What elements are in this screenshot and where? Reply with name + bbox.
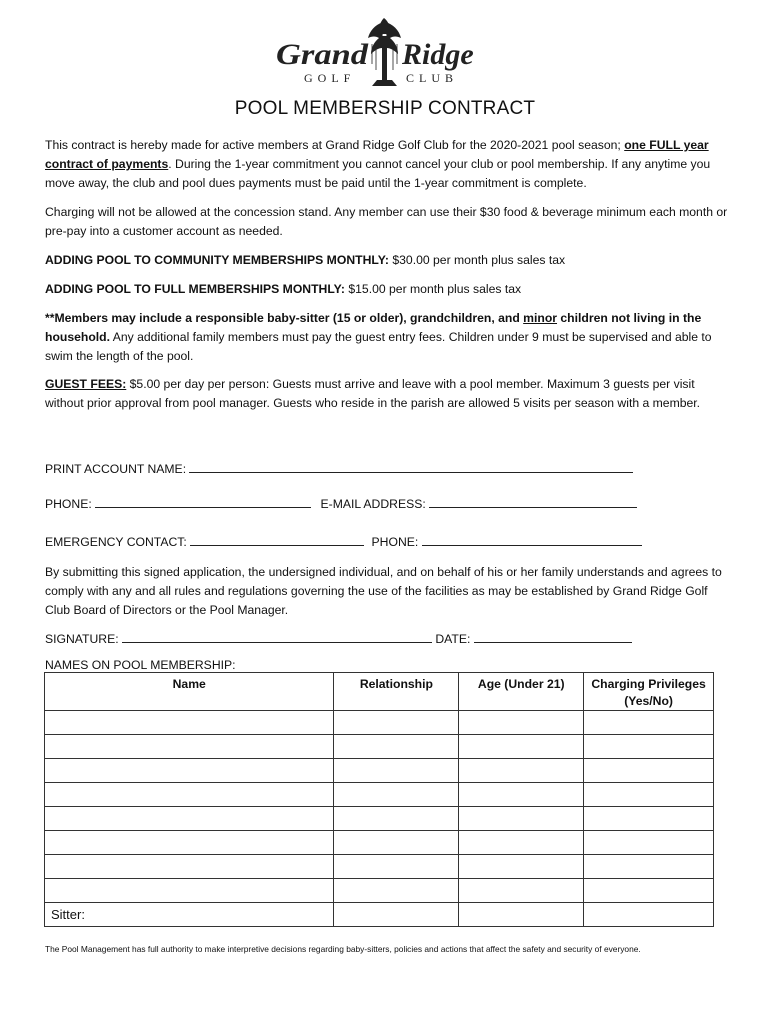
relationship-cell[interactable] <box>334 711 459 735</box>
members-note: **Members may include a responsible baby-sitter (15 or older), grandchildren, and minor children not living in the household. Any additional family members must pay the guest entry fees. Children under 9 must be supervised and able to swim the length of the pool. <box>45 311 712 363</box>
logo-golf: GOLF <box>304 71 356 85</box>
table-row <box>45 783 714 807</box>
relationship-cell[interactable] <box>334 735 459 759</box>
emergency-phone-input[interactable] <box>422 533 642 546</box>
charging-cell[interactable] <box>584 783 714 807</box>
age-cell[interactable] <box>459 903 584 927</box>
table-caption: NAMES ON POOL MEMBERSHIP: <box>45 658 236 672</box>
account-name-input[interactable] <box>189 460 633 473</box>
name-cell[interactable] <box>45 711 334 735</box>
intro-emphasis: one FULL year contract of payments <box>45 138 709 171</box>
name-cell[interactable] <box>45 759 334 783</box>
account-name-row: PRINT ACCOUNT NAME: <box>45 460 735 478</box>
name-cell[interactable] <box>45 855 334 879</box>
charging-cell[interactable] <box>584 711 714 735</box>
sitter-row <box>45 903 714 927</box>
name-cell[interactable] <box>45 807 334 831</box>
signature-input[interactable] <box>122 630 432 643</box>
phone-input[interactable] <box>95 495 311 508</box>
membership-table <box>44 672 714 927</box>
name-cell[interactable] <box>45 879 334 903</box>
charging-cell[interactable] <box>584 879 714 903</box>
phone-email-row: PHONE: E-MAIL ADDRESS: <box>45 495 735 513</box>
page-title: POOL MEMBERSHIP CONTRACT <box>234 98 536 119</box>
header-charging: Charging Privileges (Yes/No) <box>584 673 714 711</box>
charging-cell[interactable] <box>584 855 714 879</box>
signature-row: SIGNATURE: DATE: <box>45 630 735 648</box>
charging-cell[interactable] <box>584 831 714 855</box>
name-cell[interactable] <box>45 783 334 807</box>
guest-fees: GUEST FEES: $5.00 per day per person: Guests must arrive and leave with a pool member. Maximum 3 guests per visit without prior approval from pool manager. Guests who reside in the parish are allowed 5 visits per season with a member. <box>45 377 701 410</box>
charging-cell[interactable] <box>584 735 714 759</box>
table-row <box>45 855 714 879</box>
email-input[interactable] <box>429 495 637 508</box>
relationship-cell[interactable] <box>334 855 459 879</box>
emergency-row: EMERGENCY CONTACT: PHONE: <box>45 533 735 551</box>
table-row <box>45 735 714 759</box>
table-row <box>45 807 714 831</box>
community-rate: ADDING POOL TO COMMUNITY MEMBERSHIPS MONTHLY: $30.00 per month plus sales tax <box>45 253 566 267</box>
relationship-cell[interactable] <box>334 759 459 783</box>
logo-line1: Grand <box>276 38 370 71</box>
name-cell[interactable] <box>45 831 334 855</box>
logo-line1b: Ridge <box>402 38 474 71</box>
age-cell[interactable] <box>459 711 584 735</box>
grand-ridge-logo <box>272 14 502 90</box>
header-name: Name <box>45 673 334 711</box>
relationship-cell[interactable] <box>334 807 459 831</box>
header-age: Age (Under 21) <box>459 673 584 711</box>
table-row <box>45 879 714 903</box>
age-cell[interactable] <box>459 783 584 807</box>
charging-cell[interactable] <box>584 759 714 783</box>
age-cell[interactable] <box>459 759 584 783</box>
age-cell[interactable] <box>459 735 584 759</box>
age-cell[interactable] <box>459 855 584 879</box>
sitter-label[interactable]: Sitter: <box>45 903 334 927</box>
charging-cell[interactable] <box>584 807 714 831</box>
footer-note: The Pool Management has full authority to make interpretive decisions regarding baby-sitters, policies and actions that affect the safety and security of everyone. <box>45 944 641 954</box>
relationship-cell[interactable] <box>334 831 459 855</box>
relationship-cell[interactable] <box>334 879 459 903</box>
age-cell[interactable] <box>459 879 584 903</box>
relationship-cell[interactable] <box>334 783 459 807</box>
date-input[interactable] <box>474 630 632 643</box>
intro-paragraph: This contract is hereby made for active members at Grand Ridge Golf Club for the 2020-2021 pool season; one FULL year contract of payments. During the 1-year commitment you cannot cancel your club or pool membership. If any anytime you move away, the club and pool dues payments must be paid until the 1-year commitment is complete. <box>45 138 711 190</box>
cypress-tree-icon <box>272 14 502 90</box>
table-header-row <box>45 673 714 711</box>
age-cell[interactable] <box>459 831 584 855</box>
name-cell[interactable] <box>45 735 334 759</box>
relationship-cell[interactable] <box>334 903 459 927</box>
age-cell[interactable] <box>459 807 584 831</box>
table-row <box>45 759 714 783</box>
charging-cell[interactable] <box>584 903 714 927</box>
logo-club: CLUB <box>406 71 459 85</box>
header-relationship: Relationship <box>334 673 459 711</box>
charging-paragraph: Charging will not be allowed at the concession stand. Any member can use their $30 food & beverage minimum each month or pre-pay into a customer account as needed. <box>45 205 728 238</box>
table-row <box>45 831 714 855</box>
emergency-contact-input[interactable] <box>190 533 364 546</box>
table-row <box>45 711 714 735</box>
agreement-paragraph: By submitting this signed application, the undersigned individual, and on behalf of his or her family understands and agrees to comply with any and all rules and regulations governing the use of the facilities as may be established by Grand Ridge Golf Club Board of Directors or the Pool Manager. <box>45 565 722 617</box>
full-rate: ADDING POOL TO FULL MEMBERSHIPS MONTHLY: $15.00 per month plus sales tax <box>45 282 522 296</box>
